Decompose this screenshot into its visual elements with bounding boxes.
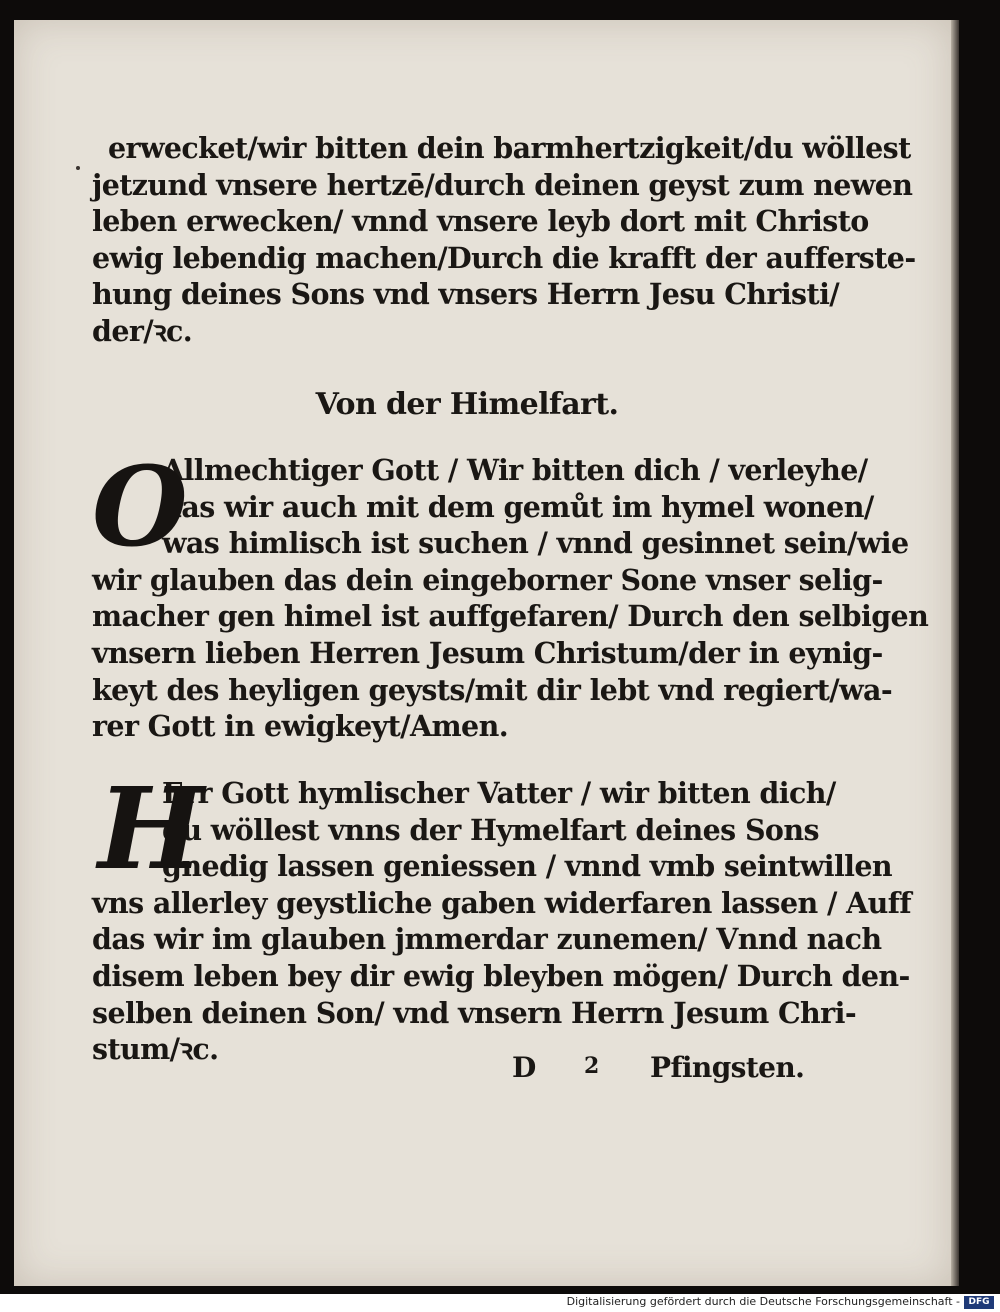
signature-number: 2 — [584, 1053, 599, 1079]
text-line: erwecket/wir bitten dein barmhertzigkeit/du wöllest — [108, 131, 911, 165]
text-line: vns allerley geystliche gaben widerfaren lassen / Auff — [92, 885, 912, 920]
main-text — [92, 130, 929, 1084]
text-line: ewig lebendig machen/Durch die krafft der aufferste- — [92, 240, 916, 275]
text-line: der/ꝛc. — [92, 313, 193, 348]
text-line: wir glauben das dein eingeborner Sone vnser selig- — [92, 562, 883, 597]
text-line: macher gen himel ist auffgefaren/ Durch den selbigen — [92, 599, 929, 634]
section-heading: Von der Himelfart. — [315, 387, 619, 422]
margin-mark — [76, 166, 80, 170]
digitization-notice: Digitalisierung gefördert durch die Deutsche Forschungsgemeinschaft - — [566, 1295, 960, 1308]
digitization-bar — [0, 1294, 1000, 1312]
text-line: hung deines Sons vnd vnsers Herrn Jesu Christi/ — [92, 277, 840, 312]
text-line: jetzund vnsere hertzē/durch deinen geyst zum newen — [92, 167, 913, 202]
text-line: rer Gott in ewigkeyt/Amen. — [92, 709, 509, 744]
text-line: gnedig lassen geniessen / vnnd vmb seintwillen — [162, 849, 893, 884]
text-line: du wöllest vnns der Hymelfart deines Sons — [162, 812, 819, 847]
signature-mark: D — [512, 1051, 536, 1084]
text-line: das wir im glauben jmmerdar zunemen/ Vnnd nach — [92, 922, 882, 957]
drop-cap: H — [98, 764, 204, 895]
text-line: was himlisch ist suchen / vnnd gesinnet sein/wie — [162, 526, 909, 561]
text-line: selben deinen Son/ vnd vnsern Herrn Jesum Chri- — [92, 995, 857, 1030]
text-line: leben erwecken/ vnnd vnsere leyb dort mit Christo — [92, 204, 869, 239]
text-line: das wir auch mit dem gemůt im hymel wonen/ — [162, 489, 874, 524]
drop-cap: O — [92, 442, 188, 571]
book-page — [14, 20, 951, 1286]
text-line: vnsern lieben Herren Jesum Christum/der in eynig- — [92, 635, 883, 670]
paragraph-2 — [92, 442, 929, 745]
dfg-logo: DFG — [964, 1296, 994, 1309]
paragraph-3 — [92, 764, 912, 1068]
text-line: keyt des heyligen geysts/mit dir lebt vnd regiert/wa- — [92, 672, 893, 707]
text-line: disem leben bey dir ewig bleyben mögen/ Durch den- — [92, 958, 910, 993]
paragraph-1 — [92, 130, 916, 350]
catchword: Pfingsten. — [650, 1051, 805, 1084]
text-line: stum/ꝛc. — [92, 1032, 219, 1067]
page-edge-shadow — [951, 20, 959, 1286]
text-line: Allmechtiger Gott / Wir bitten dich / verleyhe/ — [162, 453, 868, 487]
text-line: Err Gott hymlischer Vatter / wir bitten dich/ — [162, 776, 836, 810]
